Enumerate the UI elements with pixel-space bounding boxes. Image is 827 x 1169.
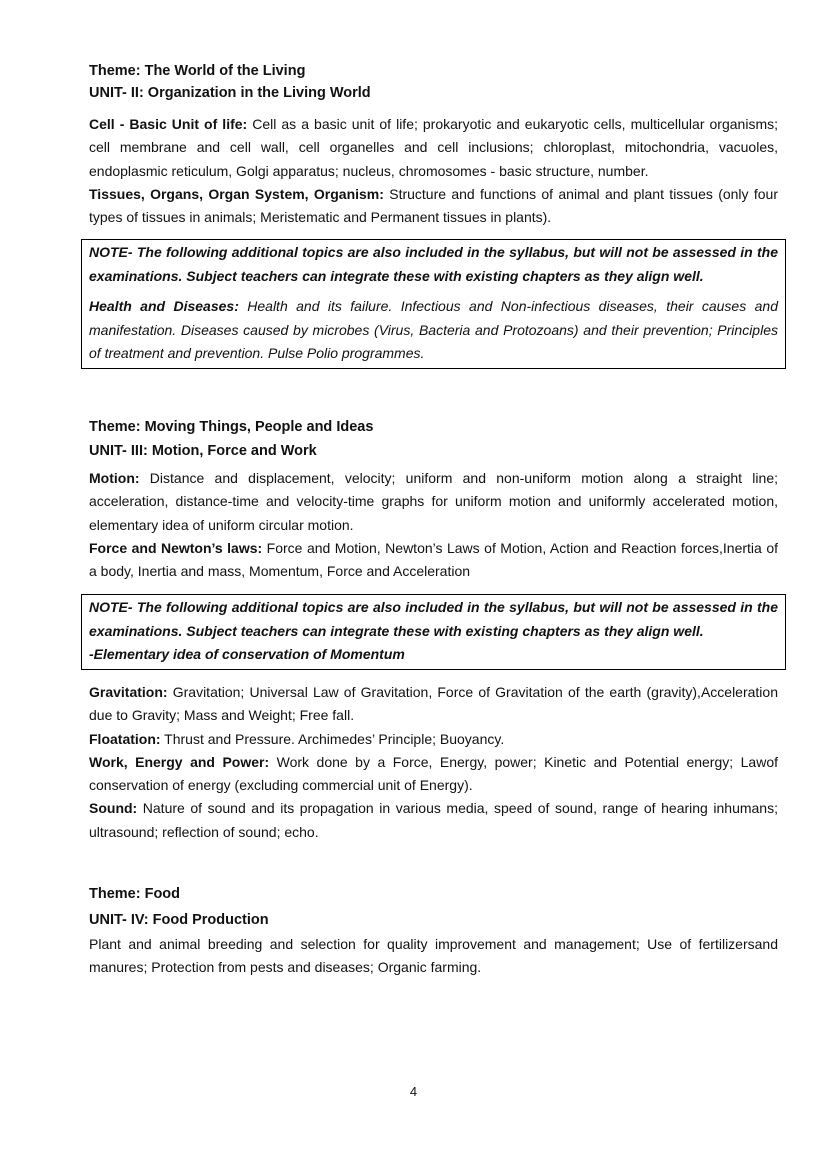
label-tissues: Tissues, Organs, Organ System, Organism: xyxy=(89,185,384,202)
page-number: 4 xyxy=(409,1084,418,1099)
paragraph-sound xyxy=(89,797,778,844)
unit-heading-4: UNIT- IV: Food Production xyxy=(89,912,269,929)
unit-heading-2: UNIT- II: Organization in the Living World xyxy=(89,85,371,101)
label-work: Work, Energy and Power: xyxy=(89,753,270,770)
paragraph-tissues xyxy=(89,183,778,230)
label-health: Health and Diseases: xyxy=(89,298,239,315)
paragraph-health xyxy=(89,295,778,366)
note-box-health xyxy=(81,239,786,369)
label-cell: Cell - Basic Unit of life: xyxy=(89,116,248,132)
text-motion: Distance and displacement, velocity; uniform and non-uniform motion along a straight line; acceleration, distance-time and velocity-time graphs for uniform motion and uniformly accelerated motion, elementary idea of uniform circular motion. xyxy=(89,469,778,533)
paragraph-food: Plant and animal breeding and selection for quality improvement and management; Use of fertilizersand manures; Protection from pests and diseases; Organic farming. xyxy=(89,936,778,976)
note-text: NOTE- The following additional topics are also included in the syllabus, but will not be assessed in the examinations. Subject teachers can integrate these with existing chapters as they align well. xyxy=(89,244,778,284)
text-health: Health and its failure. Infectious and Non-infectious diseases, their causes and manifestation. Diseases caused by microbes (Virus, Bacteria and Protozoans) and their prevention; Principles of treatment and prevention. Pulse Polio programmes. xyxy=(89,298,778,362)
label-sound: Sound: xyxy=(89,800,138,817)
paragraph-cell xyxy=(89,113,778,183)
text-force: Force and Motion, Newton’s Laws of Motion, Action and Reaction forces,Inertia of a body, Inertia and mass, Momentum, Force and Acceleration xyxy=(89,539,778,580)
unit-heading-3: UNIT- III: Motion, Force and Work xyxy=(89,442,317,459)
paragraph-work xyxy=(89,751,778,798)
page-content xyxy=(89,60,778,980)
text-work: Work done by a Force, Energy, power; Kinetic and Potential energy; Lawof conservation of energy (excluding commercial unit of Energy). xyxy=(89,753,778,794)
text-tissues: Structure and functions of animal and plant tissues (only four types of tissues in animals; Meristematic and Permanent tissues in plants). xyxy=(89,185,778,226)
label-motion: Motion: xyxy=(89,469,140,486)
text-gravitation: Gravitation; Universal Law of Gravitation, Force of Gravitation of the earth (gravity),Acceleration due to Gravity; Mass and Weight; Free fall. xyxy=(89,683,778,724)
paragraph-gravitation xyxy=(89,681,778,728)
label-force: Force and Newton’s laws: xyxy=(89,539,263,556)
note-box-momentum xyxy=(81,594,786,670)
theme-heading-moving: Theme: Moving Things, People and Ideas xyxy=(89,418,374,435)
text-floatation: Thrust and Pressure. Archimedes’ Principle; Buoyancy. xyxy=(160,730,505,747)
note-text: NOTE- The following additional topics are also included in the syllabus, but will not be assessed in the examinations. Subject teachers can integrate these with existing chapters as they align well. xyxy=(89,599,778,639)
paragraph-floatation xyxy=(89,728,778,751)
label-gravitation: Gravitation: xyxy=(89,683,168,700)
note-item-momentum: -Elementary idea of conservation of Momentum xyxy=(89,646,405,663)
text-cell: Cell as a basic unit of life; prokaryotic and eukaryotic cells, multicellular organisms; cell membrane and cell wall, cell organelles and cell inclusions; chloroplast, mitochondria, vacuoles, endoplasmic reticulum, Golgi apparatus; nucleus, chromosomes - basic structure, number. xyxy=(89,116,778,179)
theme-heading-living: Theme: The World of the Living xyxy=(89,63,306,79)
theme-heading-food: Theme: Food xyxy=(89,886,181,903)
text-sound: Nature of sound and its propagation in various media, speed of sound, range of hearing inhumans; ultrasound; reflection of sound; echo. xyxy=(89,800,778,840)
label-floatation: Floatation: xyxy=(89,730,161,747)
paragraph-motion xyxy=(89,467,778,537)
paragraph-force xyxy=(89,537,778,584)
